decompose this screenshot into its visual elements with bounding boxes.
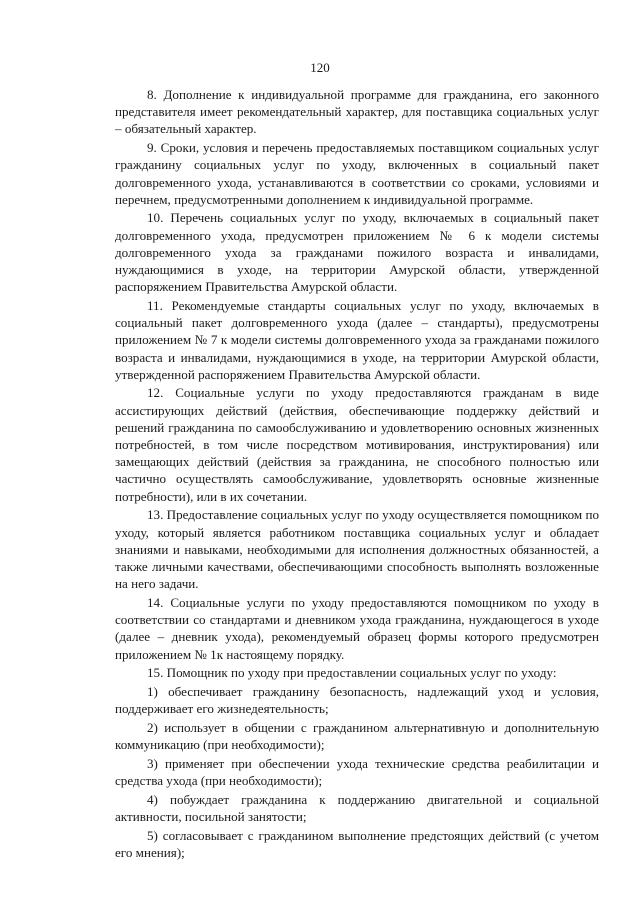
list-item-5: 5) согласовывает с гражданином выполнение предстоящих действий (с учетом его мнения); bbox=[115, 827, 599, 860]
list-item-4: 4) побуждает гражданина к поддержанию двигательной и социальной активности, посильной занятости; bbox=[115, 791, 599, 824]
list-item-1: 1) обеспечивает гражданину безопасность, надлежащий уход и условия, поддерживает его жизнедеятельность; bbox=[115, 683, 599, 717]
list-item-2: 2) использует в общении с гражданином альтернативную и дополнительную коммуникацию (при необходимости); bbox=[115, 719, 599, 753]
paragraph-9: 9. Сроки, условия и перечень предоставляемых поставщиком социальных услуг гражданину социальных услуг по уходу, включенных в социальный пакет долговременного ухода, устанавливаются в соответствии со сроками, условиями и перечнем, предусмотренными дополнением к индивидуальной программе. bbox=[115, 140, 599, 207]
document-body bbox=[115, 86, 599, 862]
paragraph-14: 14. Социальные услуги по уходу предоставляются помощником по уходу в соответствии со стандартами и дневником ухода гражданина, нуждающегося в уходе (далее – дневник ухода), рекомендуемый образец формы которого предусмотрен приложением № 1к настоящему порядку. bbox=[115, 594, 599, 662]
paragraph-13: 13. Предоставление социальных услуг по уходу осуществляется помощником по уходу, который является работником поставщика социальных услуг и обладает знаниями и навыками, необходимыми для исполнения должностных обязанностей, а также личными качествами, обеспечивающими способность выполнять возложенные на него задачи. bbox=[115, 507, 599, 592]
paragraph-10: 10. Перечень социальных услуг по уходу, включаемых в социальный пакет долговременного ухода, предусмотрен приложением № 6 к модели системы долговременного ухода за гражданами пожилого возраста и инвалидами, нуждающимися в уходе, на территории Амурской области, утвержденной распоряжением Правительства Амурской области. bbox=[115, 210, 599, 295]
page-number: 120 bbox=[310, 60, 330, 75]
paragraph-11: 11. Рекомендуемые стандарты социальных услуг по уходу, включаемых в социальный пакет долговременного ухода (далее – стандарты), предусмотрены приложением № 7 к модели системы долговременного ухода за гражданами пожилого возраста и инвалидами, нуждающимися в уходе, на территории Амурской области, утвержденной распоряжением Правительства Амурской области. bbox=[115, 297, 599, 382]
paragraph-8: 8. Дополнение к индивидуальной программе для гражданина, его законного представителя имеет рекомендательный характер, для поставщика социальных услуг – обязательный характер. bbox=[115, 87, 599, 137]
paragraph-15: 15. Помощник по уходу при предоставлении социальных услуг по уходу: bbox=[147, 665, 557, 681]
list-item-3: 3) применяет при обеспечении ухода технические средства реабилитации и средства ухода (при необходимости); bbox=[115, 755, 599, 788]
paragraph-12: 12. Социальные услуги по уходу предоставляются гражданам в виде ассистирующих действий (действия, обеспечивающие поддержку действий и решений гражданина по самообслуживанию и удовлетворению основных жизненных потребностей, в том числе посредством мотивирования, инструктирования) или замещающих действий (действия за гражданина, не способного полностью или частично осуществлять самообслуживание, удовлетворять основные жизненные потребности), или в их сочетании. bbox=[115, 385, 599, 504]
